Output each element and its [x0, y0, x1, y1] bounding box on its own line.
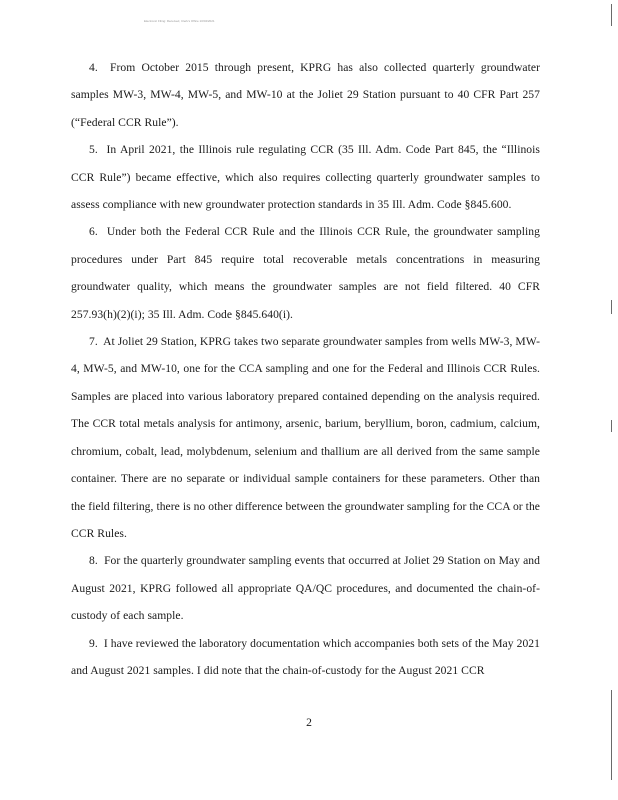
- paragraph-6: [71, 218, 540, 328]
- paragraph-7: [71, 328, 540, 547]
- page-number: 2: [306, 716, 312, 729]
- paragraph-number: 8.: [89, 554, 98, 568]
- body-text: [71, 54, 540, 684]
- paragraph-8: [71, 547, 540, 629]
- paragraph-5: [71, 136, 540, 218]
- paragraph-text: I have reviewed the laboratory documentation which accompanies both sets of the May 2021 and August 2021 samples. I did note that the chain-of-custody for the August 2021 CCR: [71, 636, 540, 677]
- scan-edge-mark: [611, 300, 612, 314]
- paragraph-4: [71, 54, 540, 136]
- scan-edge-mark: [611, 690, 612, 780]
- paragraph-text: For the quarterly groundwater sampling events that occurred at Joliet 29 Station on May and August 2021, KPRG followed all appropriate QA/QC procedures, and documented the chain-of-custody of each sample.: [71, 554, 540, 623]
- scan-edge-mark: [611, 420, 612, 432]
- paragraph-text: In April 2021, the Illinois rule regulating CCR (35 Ill. Adm. Code Part 845, the “Illinois CCR Rule”) became effective, which also requires collecting quarterly groundwater samples to assess compliance with new groundwater protection standards in 35 Ill. Adm. Code §845.600.: [71, 143, 540, 212]
- scan-edge-mark: [611, 4, 612, 26]
- paragraph-number: 9.: [89, 636, 98, 650]
- paragraph-number: 6.: [89, 225, 98, 239]
- paragraph-number: 4.: [89, 61, 98, 74]
- paragraph-text: Under both the Federal CCR Rule and the Illinois CCR Rule, the groundwater sampling procedures under Part 845 require total recoverable metals concentrations in measuring groundwater quality, which means the groundwater samples are not field filtered. 40 CFR 257.93(h)(2)(i); 35 Ill. Adm. Code §845.640(i).: [71, 225, 540, 321]
- paragraph-number: 5.: [89, 143, 98, 157]
- paragraph-number: 7.: [89, 335, 98, 349]
- filing-stamp: Electronic Filing: Received, Clerk's Office 10/04/2021: [144, 19, 215, 23]
- paragraph-text: From October 2015 through present, KPRG has also collected quarterly groundwater samples MW-3, MW-4, MW-5, and MW-10 at the Joliet 29 Station pursuant to 40 CFR Part 257 (“Federal CCR Rule”).: [71, 61, 540, 129]
- paragraph-9: [71, 630, 540, 685]
- paragraph-text: At Joliet 29 Station, KPRG takes two separate groundwater samples from wells MW-3, MW-4, MW-5, and MW-10, one for the CCA sampling and one for the Federal and Illinois CCR Rules. Samples are placed into various laboratory prepared contained depending on the analysis required. The CCR total metals analysis for antimony, arsenic, barium, beryllium, boron, cadmium, calcium, chromium, cobalt, lead, molybdenum, selenium and thallium are all derived from the same sample container. There are no separate or individual sample containers for these parameters. Other than the field filtering, there is no other difference between the groundwater sampling for the CCA or the CCR Rules.: [71, 335, 540, 540]
